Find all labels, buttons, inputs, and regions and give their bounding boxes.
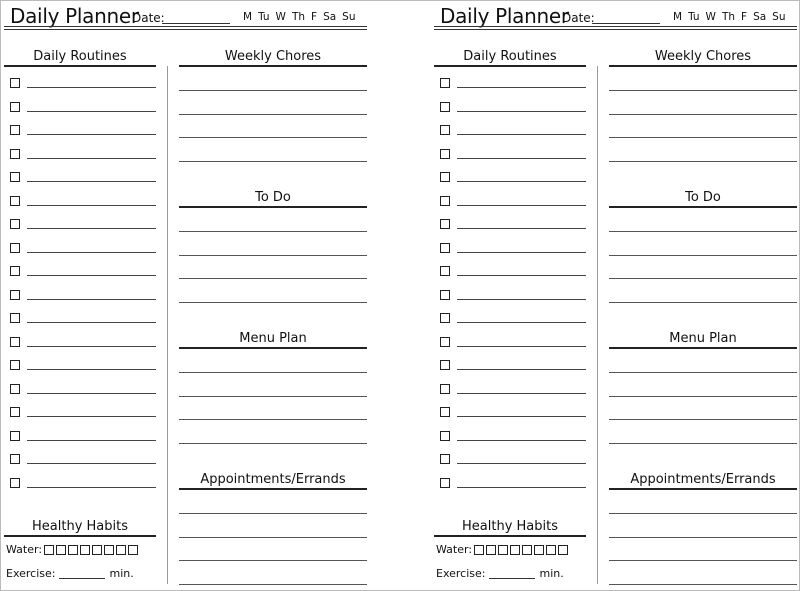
weekday-list bbox=[673, 11, 786, 23]
routine-line[interactable] bbox=[27, 205, 156, 206]
writing-line[interactable] bbox=[609, 584, 797, 585]
routine-checkbox[interactable] bbox=[440, 478, 450, 488]
writing-line[interactable] bbox=[609, 137, 797, 138]
exercise-tracker bbox=[6, 567, 134, 580]
todo-heading: To Do bbox=[609, 190, 797, 208]
date-field[interactable] bbox=[592, 23, 660, 24]
routine-line[interactable] bbox=[457, 440, 586, 441]
routine-checkbox[interactable] bbox=[440, 125, 450, 135]
routine-item bbox=[10, 407, 156, 421]
writing-line[interactable] bbox=[179, 560, 367, 561]
weekday-f[interactable]: F bbox=[311, 11, 318, 23]
water-checkbox[interactable] bbox=[80, 545, 90, 555]
routine-checkbox[interactable] bbox=[440, 172, 450, 182]
header-rule bbox=[434, 26, 797, 27]
routine-item bbox=[440, 478, 586, 492]
routine-line[interactable] bbox=[27, 393, 156, 394]
routine-line[interactable] bbox=[27, 181, 156, 182]
routine-checkbox[interactable] bbox=[10, 172, 20, 182]
planner-title: Daily Planner bbox=[10, 4, 139, 28]
weekday-tu[interactable]: Tu bbox=[688, 11, 700, 23]
routine-line[interactable] bbox=[27, 228, 156, 229]
routine-line[interactable] bbox=[457, 134, 586, 135]
routine-item bbox=[440, 149, 586, 163]
routine-item bbox=[10, 313, 156, 327]
routine-line[interactable] bbox=[457, 111, 586, 112]
routine-checkbox[interactable] bbox=[10, 454, 20, 464]
exercise-tracker bbox=[436, 567, 564, 580]
routine-checkbox[interactable] bbox=[440, 431, 450, 441]
weekday-th[interactable]: Th bbox=[721, 11, 736, 23]
writing-line[interactable] bbox=[609, 302, 797, 303]
routine-item bbox=[10, 78, 156, 92]
writing-line[interactable] bbox=[179, 161, 367, 162]
routine-item bbox=[10, 172, 156, 186]
column-divider bbox=[597, 66, 598, 584]
exercise-unit: min. bbox=[539, 567, 564, 580]
exercise-label: Exercise: bbox=[436, 567, 486, 580]
writing-line[interactable] bbox=[179, 443, 367, 444]
routine-line[interactable] bbox=[457, 205, 586, 206]
water-checkbox[interactable] bbox=[92, 545, 102, 555]
exercise-unit: min. bbox=[109, 567, 134, 580]
routine-item bbox=[10, 431, 156, 445]
healthy-habits-heading: Healthy Habits bbox=[4, 519, 156, 537]
exercise-label: Exercise: bbox=[6, 567, 56, 580]
routine-item bbox=[440, 313, 586, 327]
writing-line[interactable] bbox=[179, 90, 367, 91]
routine-line[interactable] bbox=[27, 87, 156, 88]
weekday-list bbox=[243, 11, 356, 23]
weekday-su[interactable]: Su bbox=[342, 11, 356, 23]
routine-checkbox[interactable] bbox=[10, 407, 20, 417]
writing-line[interactable] bbox=[179, 372, 367, 373]
menu-plan-heading: Menu Plan bbox=[609, 331, 797, 349]
routine-checkbox[interactable] bbox=[440, 384, 450, 394]
routine-item bbox=[10, 478, 156, 492]
routine-checkbox[interactable] bbox=[440, 149, 450, 159]
routine-line[interactable] bbox=[27, 252, 156, 253]
routine-checkbox[interactable] bbox=[10, 125, 20, 135]
routine-checkbox[interactable] bbox=[440, 290, 450, 300]
routine-checkbox[interactable] bbox=[10, 243, 20, 253]
writing-line[interactable] bbox=[609, 560, 797, 561]
header-rule bbox=[434, 29, 797, 30]
routine-line[interactable] bbox=[27, 322, 156, 323]
exercise-minutes-field[interactable] bbox=[489, 569, 535, 579]
writing-line[interactable] bbox=[179, 231, 367, 232]
weekday-tu[interactable]: Tu bbox=[258, 11, 270, 23]
routine-item bbox=[440, 431, 586, 445]
routine-line[interactable] bbox=[457, 463, 586, 464]
routine-checkbox[interactable] bbox=[10, 149, 20, 159]
routine-item bbox=[10, 454, 156, 468]
water-checkbox[interactable] bbox=[498, 545, 508, 555]
routine-checkbox[interactable] bbox=[10, 78, 20, 88]
water-checkbox[interactable] bbox=[44, 545, 54, 555]
routine-item bbox=[10, 196, 156, 210]
writing-line[interactable] bbox=[179, 396, 367, 397]
writing-line[interactable] bbox=[609, 255, 797, 256]
water-checkbox[interactable] bbox=[68, 545, 78, 555]
right-planner-page bbox=[430, 0, 800, 591]
routine-checkbox[interactable] bbox=[10, 196, 20, 206]
routine-line[interactable] bbox=[27, 487, 156, 488]
weekday-sa[interactable]: Sa bbox=[753, 11, 767, 23]
water-label: Water: bbox=[6, 543, 43, 556]
writing-line[interactable] bbox=[609, 231, 797, 232]
writing-line[interactable] bbox=[609, 278, 797, 279]
water-tracker bbox=[6, 543, 138, 556]
routine-line[interactable] bbox=[457, 369, 586, 370]
routine-line[interactable] bbox=[457, 275, 586, 276]
writing-line[interactable] bbox=[609, 161, 797, 162]
writing-line[interactable] bbox=[179, 302, 367, 303]
water-checkbox[interactable] bbox=[486, 545, 496, 555]
writing-line[interactable] bbox=[609, 396, 797, 397]
writing-line[interactable] bbox=[609, 513, 797, 514]
routine-line[interactable] bbox=[27, 346, 156, 347]
routine-line[interactable] bbox=[27, 158, 156, 159]
routine-line[interactable] bbox=[27, 299, 156, 300]
water-checkbox[interactable] bbox=[56, 545, 66, 555]
exercise-minutes-field[interactable] bbox=[59, 569, 105, 579]
routine-item bbox=[10, 290, 156, 304]
weekday-th[interactable]: Th bbox=[291, 11, 306, 23]
routine-checkbox[interactable] bbox=[10, 478, 20, 488]
routine-item bbox=[440, 219, 586, 233]
routine-checkbox[interactable] bbox=[10, 102, 20, 112]
writing-line[interactable] bbox=[179, 255, 367, 256]
routine-checkbox[interactable] bbox=[10, 313, 20, 323]
date-label: Date: bbox=[562, 11, 595, 25]
weekday-su[interactable]: Su bbox=[772, 11, 786, 23]
date-field[interactable] bbox=[162, 23, 230, 24]
routine-line[interactable] bbox=[457, 299, 586, 300]
routine-item bbox=[10, 266, 156, 280]
water-checkbox[interactable] bbox=[534, 545, 544, 555]
routine-checkbox[interactable] bbox=[10, 384, 20, 394]
water-checkbox[interactable] bbox=[474, 545, 484, 555]
todo-heading: To Do bbox=[179, 190, 367, 208]
routine-checkbox[interactable] bbox=[440, 102, 450, 112]
routine-item bbox=[440, 125, 586, 139]
routine-line[interactable] bbox=[27, 440, 156, 441]
weekday-w[interactable]: W bbox=[705, 11, 716, 23]
routine-item bbox=[10, 149, 156, 163]
routine-line[interactable] bbox=[457, 228, 586, 229]
routine-checkbox[interactable] bbox=[10, 219, 20, 229]
routine-line[interactable] bbox=[457, 322, 586, 323]
routine-line[interactable] bbox=[457, 487, 586, 488]
routine-item bbox=[440, 196, 586, 210]
routine-item bbox=[440, 384, 586, 398]
routine-checkbox[interactable] bbox=[10, 360, 20, 370]
water-checkbox[interactable] bbox=[104, 545, 114, 555]
routine-checkbox[interactable] bbox=[440, 219, 450, 229]
routine-item bbox=[440, 360, 586, 374]
routine-item bbox=[10, 360, 156, 374]
routine-line[interactable] bbox=[457, 393, 586, 394]
routine-item bbox=[440, 290, 586, 304]
header-rule bbox=[4, 26, 367, 27]
routine-checkbox[interactable] bbox=[10, 337, 20, 347]
writing-line[interactable] bbox=[179, 513, 367, 514]
writing-line[interactable] bbox=[179, 137, 367, 138]
routine-line[interactable] bbox=[27, 416, 156, 417]
header-rule bbox=[4, 29, 367, 30]
daily-routines-heading: Daily Routines bbox=[4, 49, 156, 67]
routine-item bbox=[440, 337, 586, 351]
healthy-habits-heading: Healthy Habits bbox=[434, 519, 586, 537]
writing-line[interactable] bbox=[609, 443, 797, 444]
writing-line[interactable] bbox=[179, 419, 367, 420]
weekday-f[interactable]: F bbox=[741, 11, 748, 23]
routine-line[interactable] bbox=[457, 346, 586, 347]
water-checkbox[interactable] bbox=[510, 545, 520, 555]
water-checkbox[interactable] bbox=[558, 545, 568, 555]
routine-line[interactable] bbox=[457, 87, 586, 88]
water-checkbox[interactable] bbox=[128, 545, 138, 555]
routine-checkbox[interactable] bbox=[440, 337, 450, 347]
water-tracker bbox=[436, 543, 568, 556]
appointments-heading: Appointments/Errands bbox=[609, 472, 797, 490]
date-label: Date: bbox=[132, 11, 165, 25]
weekly-chores-heading: Weekly Chores bbox=[179, 49, 367, 67]
routine-checkbox[interactable] bbox=[440, 266, 450, 276]
routine-item bbox=[440, 78, 586, 92]
routine-item bbox=[10, 243, 156, 257]
planner-title: Daily Planner bbox=[440, 4, 569, 28]
routine-item bbox=[10, 125, 156, 139]
routine-item bbox=[10, 219, 156, 233]
daily-routines-heading: Daily Routines bbox=[434, 49, 586, 67]
routine-line[interactable] bbox=[457, 158, 586, 159]
routine-checkbox[interactable] bbox=[440, 196, 450, 206]
routine-item bbox=[440, 102, 586, 116]
menu-plan-heading: Menu Plan bbox=[179, 331, 367, 349]
routine-line[interactable] bbox=[27, 369, 156, 370]
water-checkbox[interactable] bbox=[546, 545, 556, 555]
writing-line[interactable] bbox=[609, 419, 797, 420]
writing-line[interactable] bbox=[609, 537, 797, 538]
writing-line[interactable] bbox=[179, 114, 367, 115]
writing-line[interactable] bbox=[609, 90, 797, 91]
routine-item bbox=[440, 454, 586, 468]
routine-line[interactable] bbox=[27, 134, 156, 135]
routine-item bbox=[440, 243, 586, 257]
routine-line[interactable] bbox=[457, 181, 586, 182]
column-divider bbox=[167, 66, 168, 584]
routine-item bbox=[440, 266, 586, 280]
weekday-sa[interactable]: Sa bbox=[323, 11, 337, 23]
water-checkbox[interactable] bbox=[522, 545, 532, 555]
weekly-chores-heading: Weekly Chores bbox=[609, 49, 797, 67]
writing-line[interactable] bbox=[179, 278, 367, 279]
routine-line[interactable] bbox=[27, 463, 156, 464]
routine-checkbox[interactable] bbox=[440, 78, 450, 88]
weekday-m[interactable]: M bbox=[243, 11, 253, 23]
routine-checkbox[interactable] bbox=[10, 266, 20, 276]
routine-checkbox[interactable] bbox=[10, 431, 20, 441]
routine-line[interactable] bbox=[457, 416, 586, 417]
routine-item bbox=[10, 102, 156, 116]
routine-checkbox[interactable] bbox=[440, 243, 450, 253]
appointments-heading: Appointments/Errands bbox=[179, 472, 367, 490]
routine-item bbox=[10, 337, 156, 351]
writing-line[interactable] bbox=[179, 537, 367, 538]
writing-line[interactable] bbox=[179, 584, 367, 585]
routine-checkbox[interactable] bbox=[440, 454, 450, 464]
routine-item bbox=[440, 172, 586, 186]
routine-checkbox[interactable] bbox=[440, 407, 450, 417]
weekday-w[interactable]: W bbox=[275, 11, 286, 23]
routine-line[interactable] bbox=[27, 111, 156, 112]
water-checkbox[interactable] bbox=[116, 545, 126, 555]
routine-line[interactable] bbox=[457, 252, 586, 253]
routine-checkbox[interactable] bbox=[440, 360, 450, 370]
writing-line[interactable] bbox=[609, 114, 797, 115]
routine-line[interactable] bbox=[27, 275, 156, 276]
writing-line[interactable] bbox=[609, 372, 797, 373]
water-label: Water: bbox=[436, 543, 473, 556]
routine-checkbox[interactable] bbox=[10, 290, 20, 300]
routine-item bbox=[10, 384, 156, 398]
routine-item bbox=[440, 407, 586, 421]
routine-checkbox[interactable] bbox=[440, 313, 450, 323]
weekday-m[interactable]: M bbox=[673, 11, 683, 23]
